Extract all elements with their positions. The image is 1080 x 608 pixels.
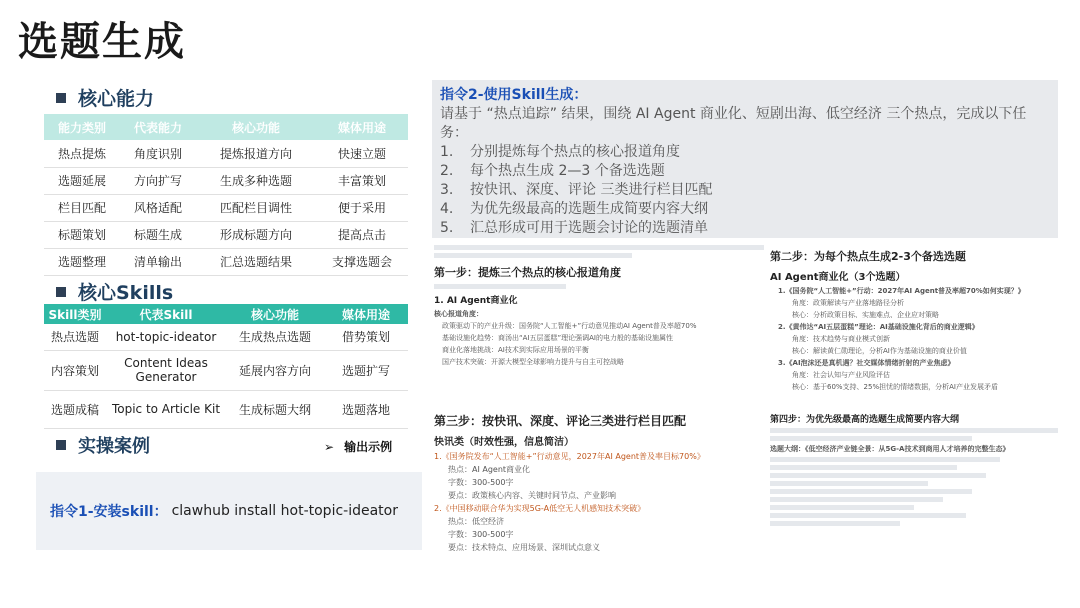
doc-line: 字数：300-500字 [448,530,514,539]
table-cell: 选题整理 [44,248,120,275]
doc-line: 要点：技术特点、应用场景、深圳试点意义 [448,543,600,552]
page-title: 选题生成 [18,19,186,65]
arrow-right-icon: ➢ [324,439,335,454]
placeholder-bar [770,497,943,502]
table-cell: 风格适配 [120,194,196,221]
table-cell: 生成多种选题 [196,167,316,194]
use-skill-command-box [432,80,1058,238]
table-cell: 丰富策划 [316,167,408,194]
placeholder-bar [770,521,900,526]
doc-line: 字数：300-500字 [448,478,514,487]
doc-item-title: 2.《中国移动联合华为实现5G-A低空无人机感知技术突破》 [434,504,646,513]
table-cell: 支撑选题会 [316,248,408,275]
doc-line: 国产技术突破：开源大模型全球影响力提升与自主可控战略 [442,358,624,366]
table-cell: 栏目匹配 [44,194,120,221]
doc-line: 核心：解读黄仁勋理论，分析AI作为基础设施的商业价值 [792,347,967,355]
core-skills-table [44,304,408,429]
placeholder-bar [770,457,1000,462]
table-cell: 选题落地 [324,390,408,428]
table-row [44,140,408,167]
doc-outline-title: 选题大纲：《低空经济产业链全景：从5G-A技术到商用人才培养的完整生态》 [770,445,1010,453]
bullet-square-icon [56,440,66,450]
placeholder-bar [770,505,914,510]
placeholder-bar [434,245,764,250]
table-cell: 便于采用 [316,194,408,221]
col-header: 能力类别 [44,114,120,140]
bullet-square-icon [56,93,66,103]
col-header: 代表Skill [106,304,226,324]
table-cell: 借势策划 [324,324,408,350]
table-row [44,390,408,428]
output-doc-step4 [770,408,1058,584]
item-text: 每个热点生成 2—3 个备选选题 [470,163,665,179]
core-abilities-table [44,114,408,276]
item-text: 汇总形成可用于选题会讨论的选题清单 [470,220,708,236]
col-header: 代表能力 [120,114,196,140]
table-row [44,350,408,390]
doc-line: 角度：政策解读与产业落地路径分析 [792,299,904,307]
placeholder-bar [770,489,972,494]
table-cell: 延展内容方向 [226,350,324,390]
table-cell: hot-topic-ideator [106,324,226,350]
item-number: 1. [440,144,454,160]
task-list [440,143,1050,238]
table-cell: 生成标题大纲 [226,390,324,428]
doc-item-title: 3.《AI泡沫还是真机遇？社交媒体情绪折射的产业焦虑》 [778,359,955,367]
list-item [440,143,1050,162]
item-number: 2. [440,163,454,179]
col-header: 媒体用途 [324,304,408,324]
table-cell: 标题生成 [120,221,196,248]
table-cell: 匹配栏目调性 [196,194,316,221]
practice-heading [56,432,150,458]
doc-step-title: 第一步：提炼三个热点的核心报道角度 [434,266,621,279]
table-cell: 方向扩写 [120,167,196,194]
table-cell: 快速立题 [316,140,408,167]
output-doc-step2 [770,242,1058,406]
doc-item-title: 2.《黄伟达“AI五层蛋糕”理论：AI基础设施化背后的商业逻辑》 [778,323,979,331]
table-row [44,167,408,194]
table-cell: 汇总选题结果 [196,248,316,275]
col-header: Skill类别 [44,304,106,324]
item-number: 3. [440,182,454,198]
item-text: 为优先级最高的选题生成简要内容大纲 [470,201,708,217]
table-row [44,324,408,350]
table-cell: Topic to Article Kit [106,390,226,428]
output-doc-step1 [434,242,764,404]
doc-line: 基础设施化趋势：商汤出“AI五层蛋糕”理论强调AI的电力般的基础设施属性 [442,334,673,342]
doc-line: 热点：低空经济 [448,517,504,526]
item-number: 4. [440,201,454,217]
table-cell: 选题扩写 [324,350,408,390]
placeholder-bar [434,253,632,258]
doc-item-title: 1.《国务院“人工智能+”行动：2027年AI Agent普及率超70%如何实现？》 [778,287,1025,295]
table-cell: 热点提炼 [44,140,120,167]
table-cell: 清单输出 [120,248,196,275]
doc-item-title: 1.《国务院发布“人工智能+”行动意见，2027年AI Agent普及率目标70%》 [434,452,705,461]
list-item [440,200,1050,219]
list-item [440,162,1050,181]
doc-section-title: 快讯类（时效性强，信息简洁） [434,437,574,448]
doc-line: 商业化落地挑战：AI技术到实际应用场景的平衡 [442,346,589,354]
doc-core-label: 核心报道角度： [434,310,483,318]
doc-step-title: 第二步：为每个热点生成2-3个备选选题 [770,250,966,263]
doc-line: 角度：社会认知与产业风险评估 [792,371,890,379]
doc-sub-title: 1. AI Agent商业化 [434,296,518,306]
doc-line: 核心：分析政策目标、实施难点、企业应对策略 [792,311,939,319]
placeholder-bar [770,481,928,486]
core-skills-title: 核心Skills [78,282,174,304]
table-cell: 提炼报道方向 [196,140,316,167]
item-text: 分别提炼每个热点的核心报道角度 [470,144,680,160]
core-abilities-heading [56,84,154,111]
doc-line: 核心：基于60%支持、25%担忧的情绪数据，分析AI产业发展矛盾 [792,383,998,391]
table-cell: 角度识别 [120,140,196,167]
doc-line: 要点：政策核心内容、关键时间节点、产业影响 [448,491,616,500]
placeholder-bar [770,436,972,441]
item-text: 按快讯、深度、评论 三类进行栏目匹配 [470,182,713,198]
install-command-box [36,472,422,550]
output-example-text: 输出示例 [344,440,393,454]
core-abilities-title: 核心能力 [78,88,155,110]
output-example-label [324,438,392,455]
table-cell: 提高点击 [316,221,408,248]
bullet-square-icon [56,287,66,297]
table-cell: 标题策划 [44,221,120,248]
table-cell: 选题成稿 [44,390,106,428]
doc-line: 角度：技术趋势与商业模式创新 [792,335,890,343]
core-skills-heading [56,278,173,305]
doc-line: 政策驱动下的产业升级：国务院“人工智能+”行动意见推动AI Agent普及率超70% [442,322,697,330]
table-cell: 形成标题方向 [196,221,316,248]
doc-sub-title: AI Agent商业化（3个选题） [770,272,906,283]
table-cell: Content Ideas Generator [106,350,226,390]
placeholder-bar [770,428,1058,433]
col-header: 媒体用途 [316,114,408,140]
use-skill-command-title: 指令2-使用Skill生成： [440,87,588,103]
install-command-value: clawhub install hot-topic-ideator [171,503,398,519]
table-cell: 生成热点选题 [226,324,324,350]
placeholder-bar [770,513,966,518]
doc-step-title: 第四步：为优先级最高的选题生成简要内容大纲 [770,415,960,425]
table-cell: 选题延展 [44,167,120,194]
output-doc-step3 [434,406,764,582]
doc-step-title: 第三步：按快讯、深度、评论三类进行栏目匹配 [434,414,687,428]
doc-line: 热点：AI Agent商业化 [448,465,531,474]
col-header: 核心功能 [196,114,316,140]
table-row [44,248,408,275]
placeholder-bar [434,284,566,289]
table-row [44,194,408,221]
install-command-key: 指令1-安装skill： [50,504,168,520]
placeholder-bar [770,473,986,478]
col-header: 核心功能 [226,304,324,324]
table-cell: 热点选题 [44,324,106,350]
table-cell: 内容策划 [44,350,106,390]
placeholder-bar [770,465,957,470]
list-item [440,219,1050,238]
list-item [440,181,1050,200]
table-row [44,221,408,248]
use-skill-command-intro: 请基于 “热点追踪” 结果，围绕 AI Agent 商业化、短剧出海、低空经济 三个热点，完成以下任务： [440,106,1027,141]
item-number: 5. [440,220,454,236]
practice-title: 实操案例 [78,436,150,457]
